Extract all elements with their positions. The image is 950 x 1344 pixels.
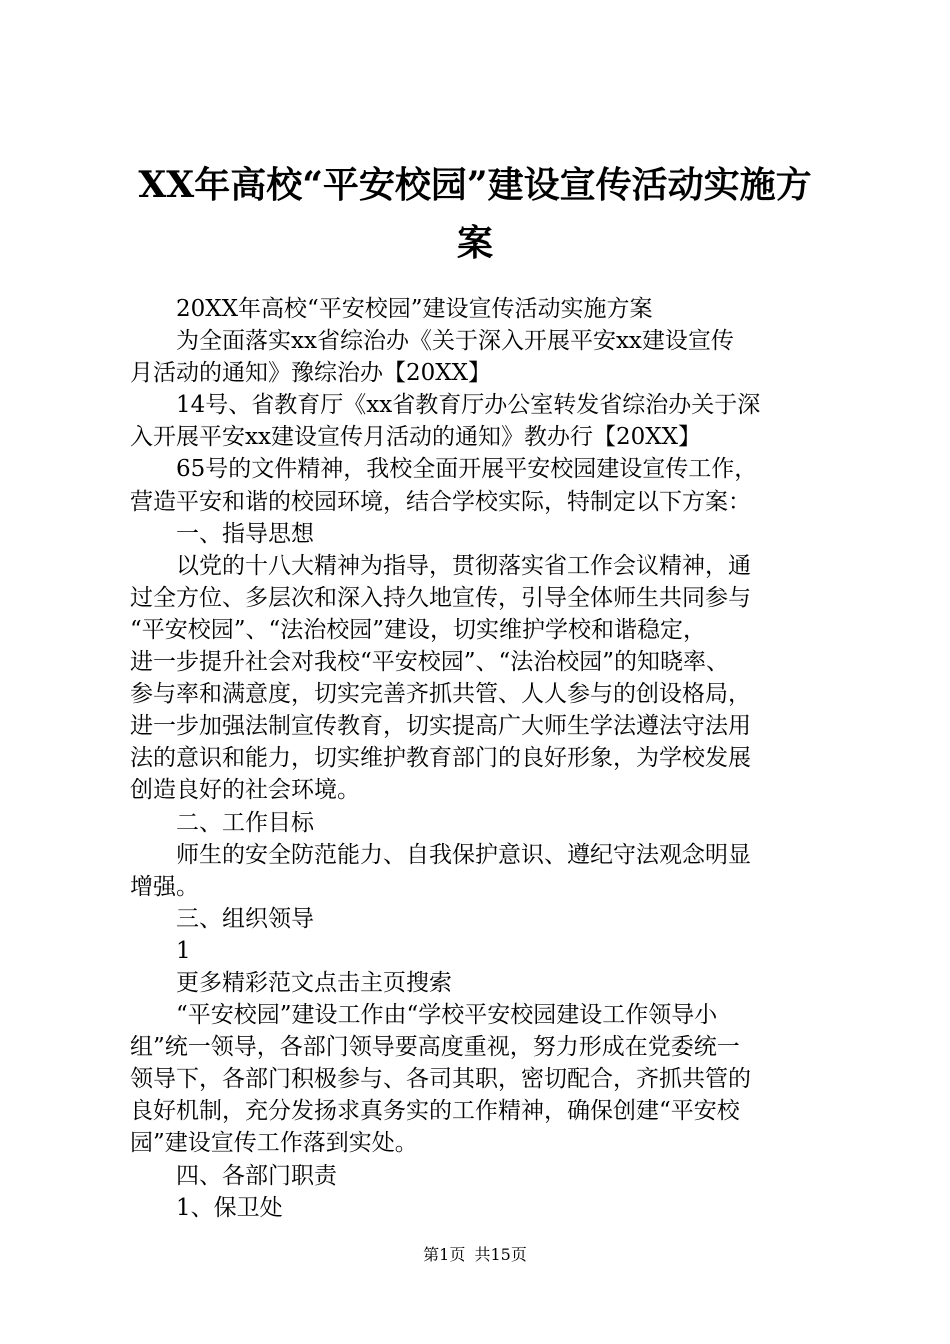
page-number: 第1页 [423, 1245, 466, 1264]
body-line: 1、保卫处 [176, 1194, 283, 1221]
body-line: 组”统一领导，各部门领导要高度重视，努力形成在党委统一 [130, 1034, 740, 1061]
document-title-line-2: 案 [456, 222, 493, 264]
body-line: 园”建设宣传工作落到实处。 [130, 1130, 418, 1157]
body-line: 20XX年高校“平安校园”建设宣传活动实施方案 [176, 296, 653, 322]
body-line: 入开展平安xx建设宣传月活动的通知》教办行【20XX】 [130, 424, 701, 451]
body-line: 增强。 [130, 873, 199, 900]
body-line: 法的意识和能力，切实维护教育部门的良好形象，为学校发展 [130, 745, 751, 772]
body-line: 参与率和满意度，切实完善齐抓共管、人人参与的创设格局， [130, 681, 751, 708]
body-line: 领导下，各部门积极参与、各司其职，密切配合，齐抓共管的 [130, 1066, 751, 1093]
body-line: 进一步提升社会对我校“平安校园”、“法治校园”的知晓率、 [130, 649, 730, 676]
document-body [130, 293, 850, 1224]
body-line: 良好机制，充分发扬求真务实的工作精神，确保创建“平安校 [130, 1098, 740, 1125]
page-total: 共15页 [474, 1245, 527, 1264]
body-line: 营造平安和谐的校园环境，结合学校实际，特制定以下方案： [130, 488, 751, 515]
section-heading: 二、工作目标 [176, 809, 314, 836]
section-heading: 四、各部门职责 [176, 1162, 337, 1189]
document-title-line-1: XX年高校“平安校园”建设宣传活动实施方 [138, 164, 812, 206]
body-line: 14号、省教育厅《xx省教育厅办公室转发省综治办关于深 [176, 392, 761, 419]
page-footer [0, 1245, 950, 1265]
section-heading: 三、组织领导 [176, 905, 314, 932]
section-heading: 一、指导思想 [176, 520, 314, 547]
body-line: 65号的文件精神，我校全面开展平安校园建设宣传工作， [176, 456, 758, 483]
body-line: 过全方位、多层次和深入持久地宣传，引导全体师生共同参与 [130, 584, 751, 611]
body-line: 为全面落实xx省综治办《关于深入开展平安xx建设宣传 [176, 328, 734, 355]
body-line: 1 [176, 937, 191, 964]
body-line: 进一步加强法制宣传教育，切实提高广大师生学法遵法守法用 [130, 713, 751, 740]
promo-line: 更多精彩范文点击主页搜索 [176, 969, 452, 996]
body-line: 师生的安全防范能力、自我保护意识、遵纪守法观念明显 [176, 841, 751, 868]
body-line: “平安校园”、“法治校园”建设，切实维护学校和谐稳定， [130, 616, 707, 643]
body-line: 以党的十八大精神为指导，贯彻落实省工作会议精神，通 [176, 552, 751, 579]
body-line: 月活动的通知》豫综治办【20XX】 [130, 360, 492, 387]
body-line: 创造良好的社会环境。 [130, 777, 360, 804]
body-line: “平安校园”建设工作由“学校平安校园建设工作领导小 [176, 1002, 718, 1029]
